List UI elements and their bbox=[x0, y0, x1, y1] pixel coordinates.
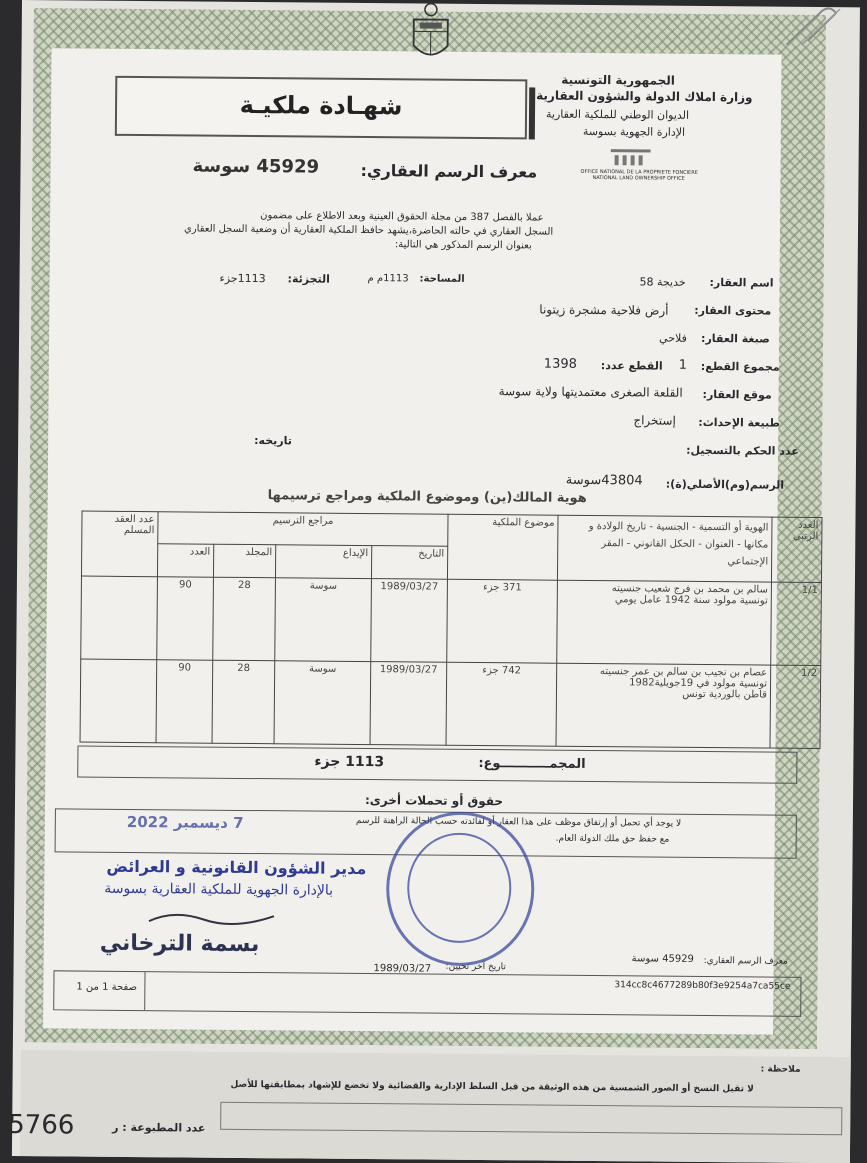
identity-line: تونسية مولود في 19جويلية1982 bbox=[560, 677, 767, 690]
cell-subject: 742 جزء bbox=[446, 662, 557, 746]
plots-label: مجموع القطع: bbox=[701, 360, 780, 374]
certificate-title: شهـادة ملكيـة bbox=[117, 90, 525, 122]
col-refs-header: مراجع الترسيم bbox=[158, 512, 448, 547]
cell-subject: 371 جزء bbox=[447, 579, 558, 663]
print-label: عدد المطبوعة : ر bbox=[112, 1121, 205, 1135]
bottom-strip bbox=[20, 1050, 851, 1163]
signatory-name: بسمة الترخاني bbox=[100, 931, 260, 957]
intro-line-3: بعنوان الرسم المذكور هي التالية: bbox=[395, 239, 532, 251]
cell-date: 1989/03/27 bbox=[371, 578, 448, 662]
footer-id-value: 45929 سوسة bbox=[632, 953, 694, 965]
name-label: اسم العقار: bbox=[710, 276, 774, 290]
cell-order: 1/2 bbox=[770, 665, 821, 749]
location-value: القلعة الصغرى معتمديتها ولاية سوسة bbox=[499, 384, 683, 400]
cell-identity bbox=[556, 663, 771, 748]
ministry-name: وزارة املاك الدولة والشؤون العقارية bbox=[536, 88, 752, 104]
logo-caption-en: NATIONAL LAND OWNERSHIP OFFICE bbox=[592, 175, 684, 182]
cell-number: 90 bbox=[156, 660, 213, 744]
location-label: موقع العقار: bbox=[703, 388, 772, 402]
cell-contract bbox=[80, 659, 157, 743]
page-number: صفحة 1 من 1 bbox=[76, 982, 137, 994]
stamp-date: 7 ديسمبر 2022 bbox=[127, 813, 244, 832]
footer-id-label: معرف الرسم العقاري: bbox=[704, 956, 788, 967]
identity-line: سالم بن محمد بن فرج شعيب جنسيته bbox=[561, 582, 768, 595]
identity-line: تونسية مولود سنة 1942 عامل يومي bbox=[561, 593, 768, 606]
origin-value: إستخراج bbox=[633, 413, 676, 427]
cell-order: 1/1 bbox=[771, 582, 822, 666]
bottom-note-text: لا تقبل النسخ أو الصور الشمسية من هذه الوثيقة من قبل السلط الإدارية والقضائية ولا تخضع للإشهاد بمطابقتها للأصل bbox=[230, 1080, 753, 1095]
col-contract-header: عدد العقد المسلم bbox=[81, 511, 158, 576]
content-label: محتوى العقار: bbox=[694, 304, 771, 318]
table-row bbox=[81, 576, 822, 666]
cell-date: 1989/03/27 bbox=[370, 661, 447, 745]
bottom-note-box bbox=[220, 1102, 842, 1135]
official-stamp-icon bbox=[386, 811, 535, 966]
regional-office: الإدارة الجهوية بسوسة bbox=[583, 125, 685, 139]
signatory-office: بالإدارة الجهوية للملكية العقارية بسوسة bbox=[104, 881, 333, 899]
print-number: 5766 bbox=[8, 1110, 74, 1141]
paperclip-icon bbox=[782, 7, 852, 48]
col-subject-header: موضوع الملكية bbox=[447, 514, 558, 580]
footer-last-update-value: 1989/03/27 bbox=[374, 963, 432, 975]
title-box-shadow bbox=[529, 87, 535, 139]
intro-line-2: السجل العقاري في حالته الحاضرة،يشهد حافظ الملكية العقارية أن وضعية السجل العقاري bbox=[184, 223, 553, 237]
col-deposit-header: الإيداع bbox=[275, 545, 371, 578]
plot-number-label: القطع عدد: bbox=[601, 359, 663, 373]
onpf-logo-icon bbox=[611, 147, 651, 167]
cell-volume: 28 bbox=[212, 660, 275, 744]
footer-box bbox=[53, 970, 801, 1017]
identity-line: قاطن بالوردية تونس bbox=[560, 688, 767, 701]
area-label: المساحة: bbox=[420, 273, 465, 284]
parcel-label: التجزئة: bbox=[288, 272, 330, 285]
signatory-title: مدير الشؤون القانونية و العرائض bbox=[106, 857, 366, 878]
original-title-label: الرسم(وم)الأصلي(ة): bbox=[666, 478, 784, 492]
col-order-header: العدد الرتبي bbox=[771, 517, 822, 582]
plot-number-value: 1398 bbox=[544, 357, 577, 372]
cell-deposit: سوسة bbox=[275, 577, 372, 661]
name-value: خديجة 58 bbox=[640, 275, 686, 288]
identity-line: عصام بن نجيب بن سالم بن عمر جنسيته bbox=[560, 666, 767, 679]
footer-divider bbox=[144, 972, 145, 1010]
footer-last-update-label: تاريخ آخر تحيين: bbox=[446, 962, 506, 973]
total-box bbox=[77, 746, 797, 784]
cell-deposit: سوسة bbox=[274, 661, 371, 745]
type-value: فلاحي bbox=[659, 332, 687, 345]
origin-label: طبيعة الإحداث: bbox=[698, 416, 780, 430]
cell-contract bbox=[81, 576, 158, 660]
certificate-title-box bbox=[115, 76, 528, 140]
col-volume-header: المجلد bbox=[213, 545, 275, 578]
original-title-value: 43804سوسة bbox=[566, 473, 643, 489]
bottom-note-label: ملاحظة : bbox=[761, 1064, 801, 1074]
table-row bbox=[80, 659, 821, 749]
signature-scribble-icon bbox=[144, 907, 284, 928]
charges-note-line-2: مع حفظ حق ملك الدولة العام. bbox=[556, 834, 670, 845]
total-label: المجمـــــــــــوع: bbox=[478, 756, 585, 772]
certificate-sheet bbox=[12, 0, 860, 1163]
col-date-header: التاريخ bbox=[371, 546, 447, 579]
col-identity-header: الهوية أو التسمية - الجنسية - تاريخ الولادة و مكانها - العنوان - الحكل القانوني - المقر الإجتماعي bbox=[557, 515, 772, 582]
type-label: صبغة العقار: bbox=[701, 332, 770, 346]
col-number-header: العدد bbox=[157, 544, 213, 577]
intro-line-1: عملا بالفصل 387 من مجلة الحقوق العينية وبعد الاطلاع على مضمون bbox=[260, 210, 544, 223]
title-id-value: 45929 سوسة bbox=[192, 155, 319, 177]
cell-volume: 28 bbox=[213, 577, 276, 661]
judgment-label: عدد الحكم بالتسجيل: bbox=[686, 444, 799, 458]
cell-number: 90 bbox=[157, 576, 214, 660]
parcel-value: 1113جزء bbox=[220, 272, 266, 285]
title-id-label: معرف الرسم العقاري: bbox=[360, 161, 537, 182]
cell-identity bbox=[557, 580, 772, 665]
content-value: أرض فلاحية مشجرة زيتونا bbox=[539, 303, 668, 318]
republic-name: الجمهورية التونسية bbox=[561, 73, 675, 88]
plots-value: 1 bbox=[679, 358, 687, 373]
owners-section-title: هوية المالك(ين) وموضوع الملكية ومراجع ترسيمها bbox=[268, 488, 587, 506]
official-stamp-inner bbox=[407, 832, 512, 943]
area-value: 1113م م bbox=[368, 273, 409, 284]
charges-title: حقوق أو تحملات أخرى: bbox=[365, 793, 503, 808]
judgment-date-label: تاريخه: bbox=[254, 434, 292, 447]
tunisia-emblem-icon bbox=[407, 1, 454, 67]
document-hash: 314cc8c4677289b80f3e9254a7ca55ce bbox=[614, 980, 790, 992]
owners-table bbox=[80, 511, 822, 749]
charges-note-line-1: لا يوجد أي تحمل أو إرتفاق موظف على هذا العقار أو لفائدته حسب الحالة الراهنة للرسم bbox=[356, 816, 681, 829]
office-name: الديوان الوطني للملكية العقارية bbox=[546, 108, 689, 122]
total-value: 1113 جزء bbox=[314, 754, 384, 771]
logo-caption-fr: OFFICE NATIONAL DE LA PROPRIETE FONCIERE bbox=[580, 169, 697, 176]
